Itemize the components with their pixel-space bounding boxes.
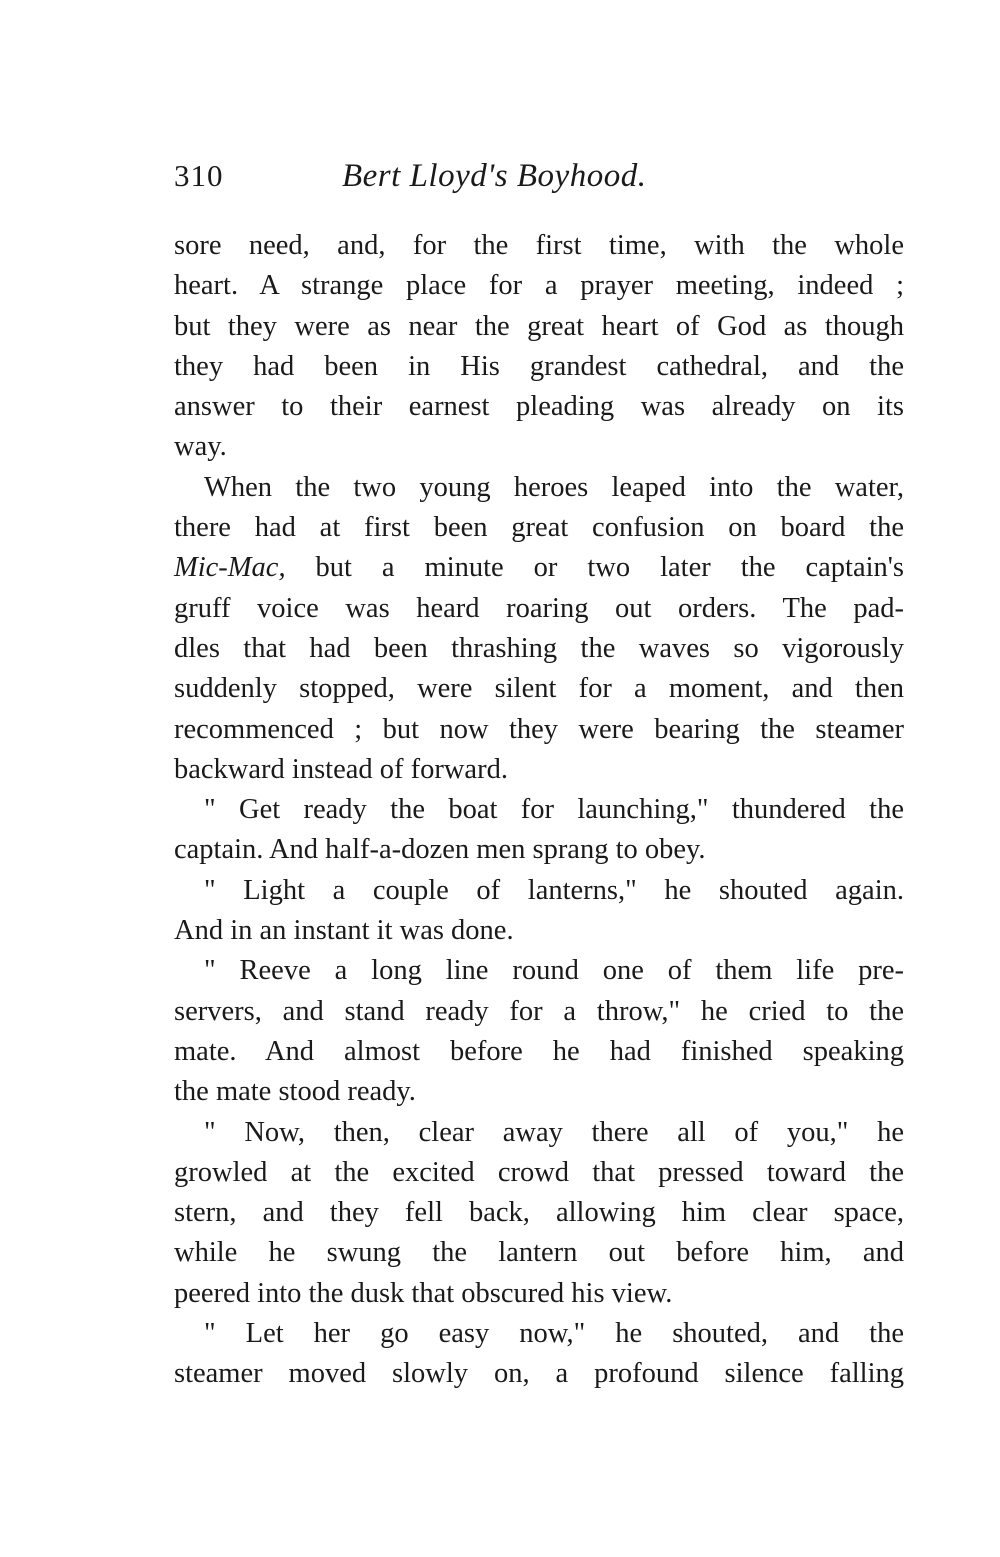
text-line: answer to their earnest pleading was already on its bbox=[174, 391, 904, 423]
ship-name: Mic-Mac, bbox=[174, 552, 286, 584]
text-line: while he swung the lantern out before him, and bbox=[174, 1237, 904, 1269]
text-line: mate. And almost before he had finished speaking bbox=[174, 1035, 904, 1067]
text-line: growled at the excited crowd that pressed toward the bbox=[174, 1156, 904, 1188]
text-line: " Light a couple of lanterns," he shouted again. bbox=[204, 874, 904, 906]
text-line: captain. And half-a-dozen men sprang to obey. bbox=[174, 834, 706, 866]
text-fragment: but a minute or two later the captain's bbox=[285, 552, 904, 584]
text-line: " Reeve a long line round one of them life pre- bbox=[204, 955, 904, 987]
running-title: Bert Lloyd's Boyhood. bbox=[342, 158, 647, 194]
text-line: backward instead of forward. bbox=[174, 753, 508, 785]
text-line: peered into the dusk that obscured his view. bbox=[174, 1277, 673, 1309]
text-line: " Get ready the boat for launching," thundered the bbox=[204, 794, 904, 826]
text-line: recommenced ; but now they were bearing the steamer bbox=[174, 713, 904, 745]
text-line: " Now, then, clear away there all of you," he bbox=[204, 1116, 904, 1148]
text-line: way. bbox=[174, 431, 227, 463]
text-line-with-ship-name bbox=[174, 548, 904, 588]
text-line: When the two young heroes leaped into the water, bbox=[204, 471, 904, 503]
text-line: And in an instant it was done. bbox=[174, 915, 514, 947]
page-header bbox=[174, 158, 904, 204]
text-line: dles that had been thrashing the waves so vigorously bbox=[174, 632, 904, 664]
text-line: heart. A strange place for a prayer meeting, indeed ; bbox=[174, 270, 904, 302]
page-number: 310 bbox=[174, 158, 224, 193]
text-line: sore need, and, for the first time, with the whole bbox=[174, 230, 904, 261]
text-line: the mate stood ready. bbox=[174, 1076, 416, 1108]
text-line: there had at first been great confusion on board the bbox=[174, 512, 904, 544]
text-line: suddenly stopped, were silent for a moment, and then bbox=[174, 673, 904, 705]
text-line: stern, and they fell back, allowing him clear space, bbox=[174, 1197, 904, 1229]
text-line: servers, and stand ready for a throw," he cried to the bbox=[174, 995, 904, 1027]
text-line: steamer moved slowly on, a profound silence falling bbox=[174, 1358, 904, 1390]
text-line: they had been in His grandest cathedral, and the bbox=[174, 350, 904, 382]
text-line: but they were as near the great heart of God as though bbox=[174, 310, 904, 342]
body-text bbox=[174, 226, 904, 1395]
text-line: " Let her go easy now," he shouted, and the bbox=[204, 1318, 904, 1350]
text-line: gruff voice was heard roaring out orders. The pad- bbox=[174, 592, 904, 624]
